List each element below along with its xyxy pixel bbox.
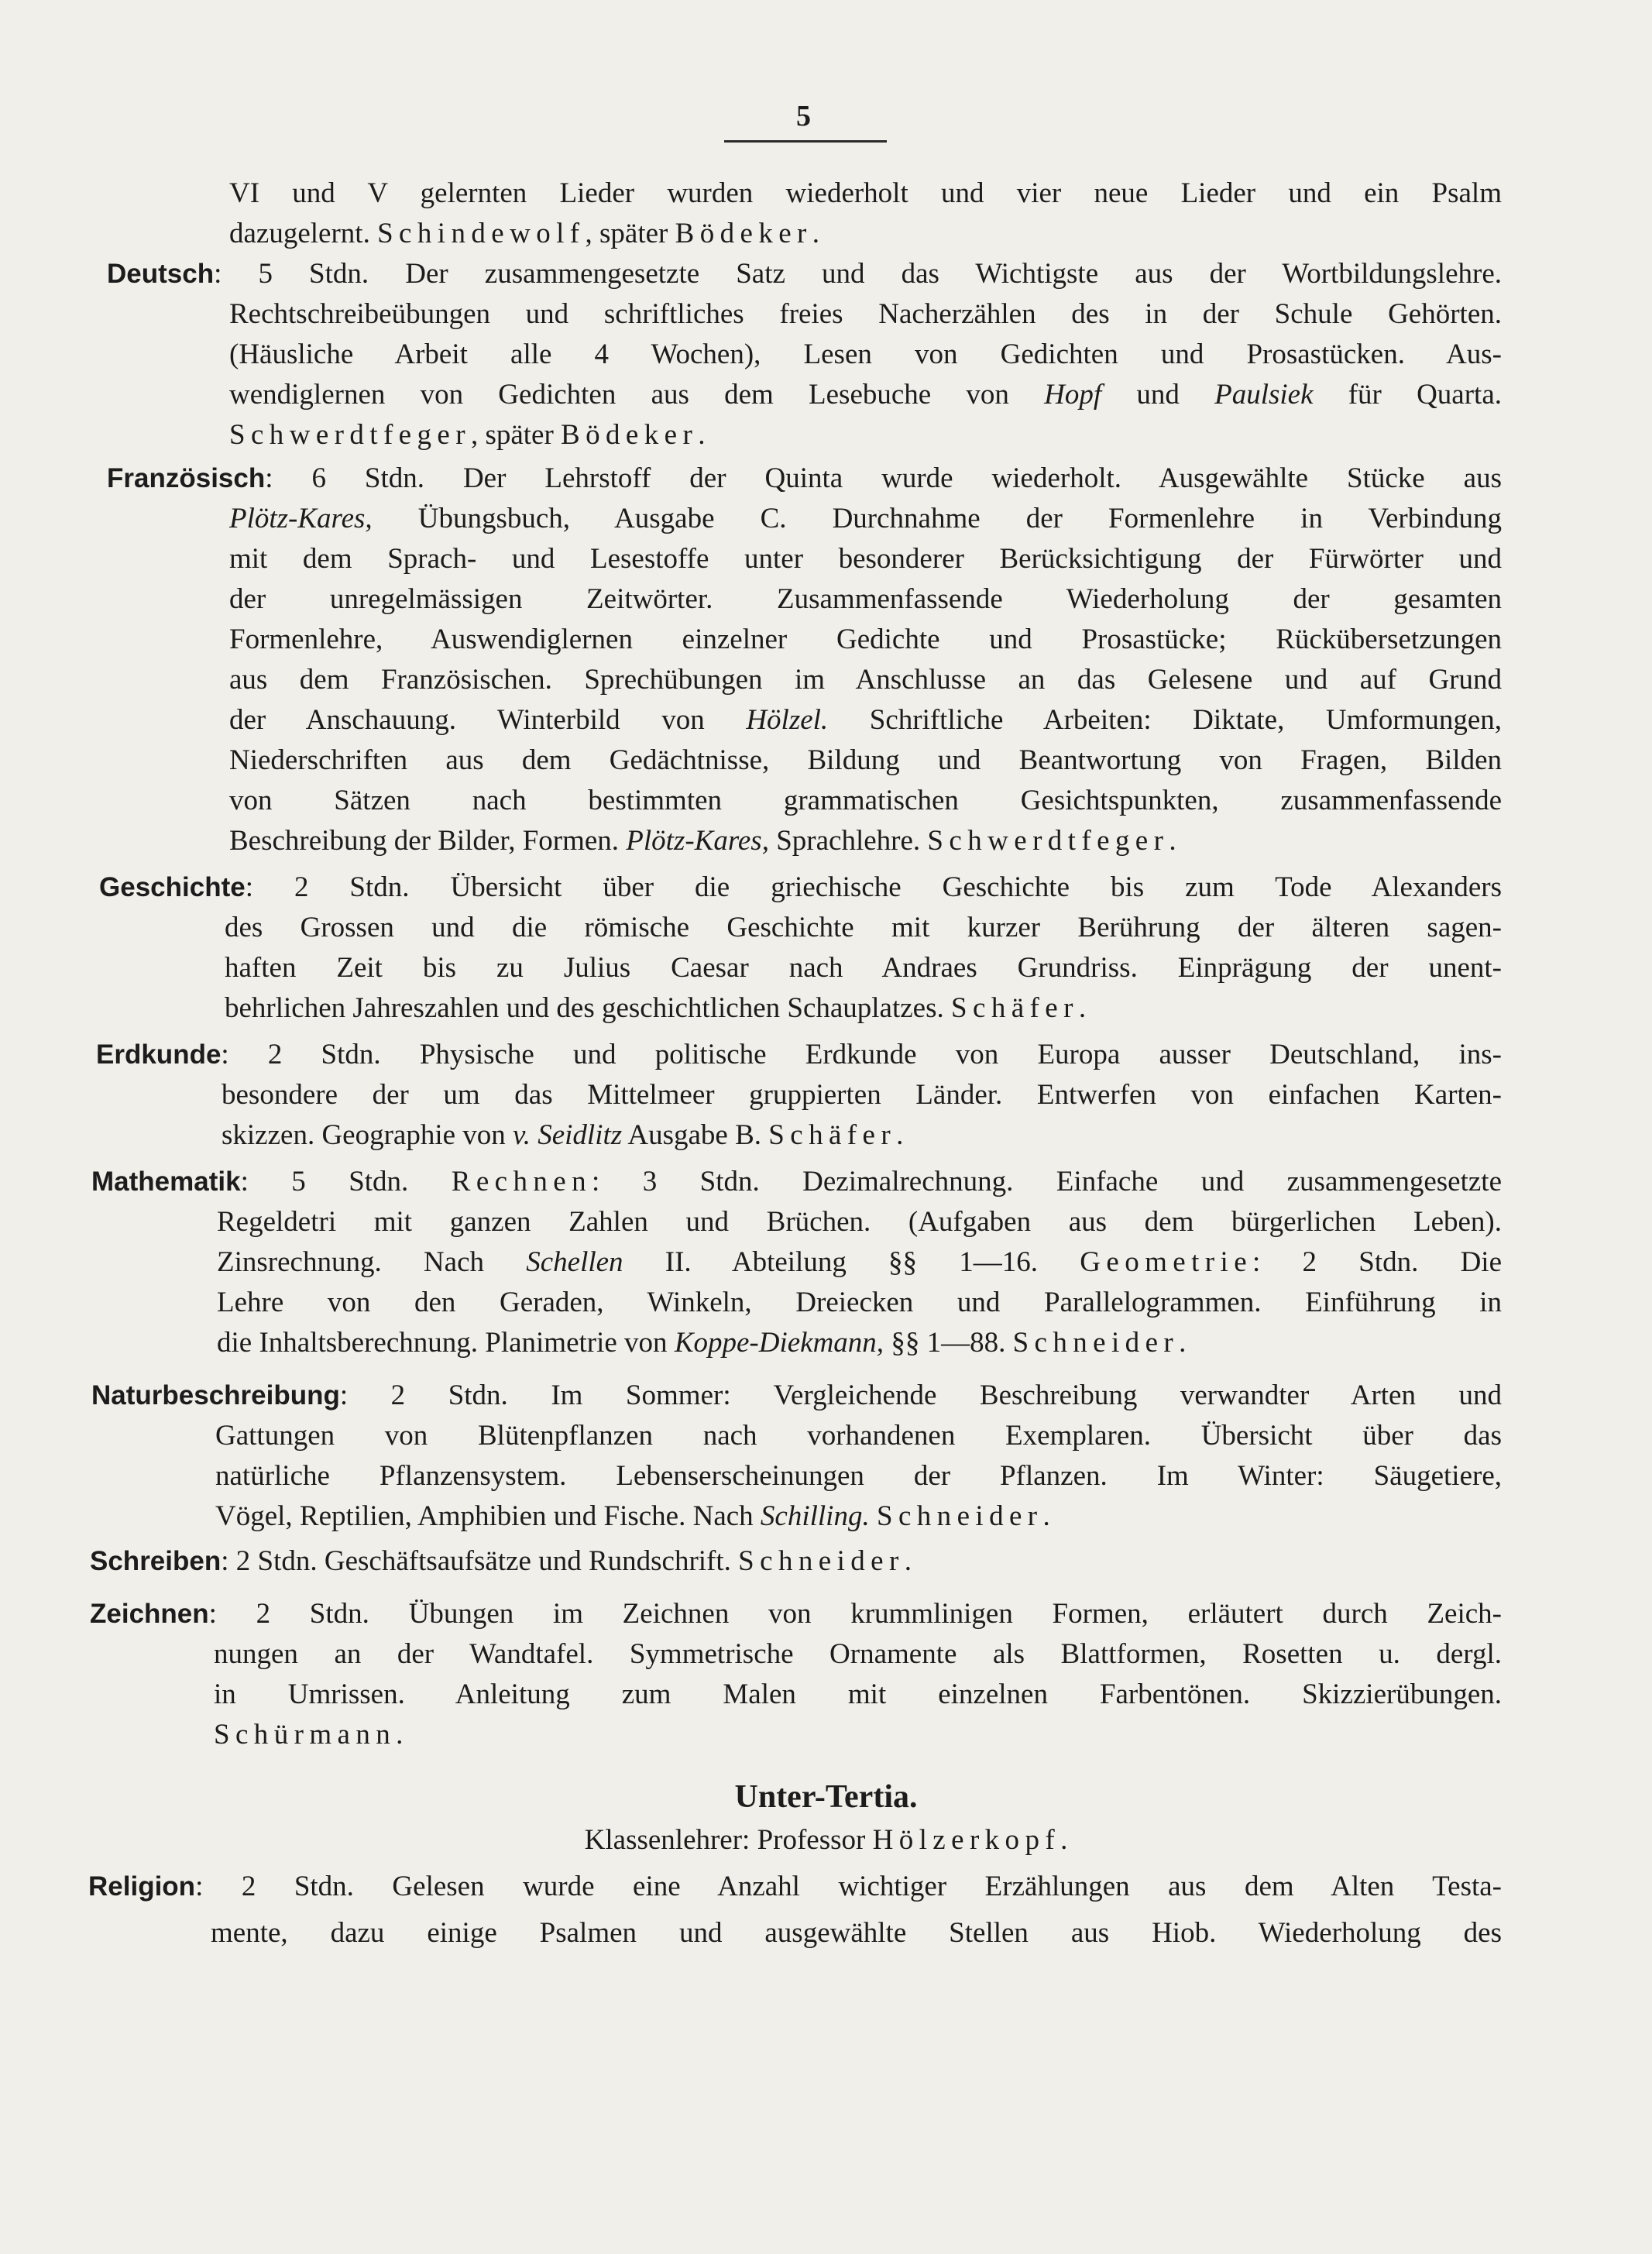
text-line: des Grossen und die römische Geschichte mit kurzer Berührung der älteren sagen- bbox=[225, 912, 1502, 943]
text-line: mit dem Sprach- und Lesestoffe unter besonderer Berücksichtigung der Fürwörter und bbox=[229, 543, 1502, 575]
subject-entry-naturbeschreibung: Naturbeschreibung: 2 Stdn. Im Sommer: Vergleichende Beschreibung verwandter Arten und bbox=[91, 1380, 1502, 1411]
teacher-name: Hölzerkopf bbox=[872, 1824, 1061, 1856]
text-line: skizzen. Geographie von v. Seidlitz Ausgabe B. Schäfer. bbox=[222, 1119, 904, 1151]
text-line: Vögel, Reptilien, Amphibien und Fische. Nach Schilling. Schneider. bbox=[215, 1500, 1050, 1532]
subject-label: Religion bbox=[88, 1871, 196, 1902]
text-line: Regeldetri mit ganzen Zahlen und Brüchen. (Aufgaben aus dem bürgerlichen Leben). bbox=[217, 1206, 1502, 1238]
subject-label: Geschichte bbox=[99, 872, 246, 902]
teacher-name: Schneider bbox=[876, 1500, 1043, 1532]
subject-label: Deutsch bbox=[107, 259, 215, 289]
section-heading: Unter-Tertia. bbox=[734, 1779, 918, 1815]
text-line: wendiglernen von Gedichten aus dem Lesebuche von Hopf und Paulsiek für Quarta. bbox=[229, 379, 1502, 411]
text-line: Beschreibung der Bilder, Formen. Plötz-Kares, Sprachlehre. Schwerdtfeger. bbox=[229, 825, 1176, 857]
teacher-name: Bödeker bbox=[675, 218, 812, 249]
subject-entry-schreiben: Schreiben: 2 Stdn. Geschäftsaufsätze und Rundschrift. Schneider. bbox=[90, 1545, 912, 1577]
text-line: in Umrissen. Anleitung zum Malen mit einzelnen Farbentönen. Skizzierübungen. bbox=[214, 1678, 1502, 1710]
text-line: Zinsrechnung. Nach Schellen II. Abteilung §§ 1—16. Geometrie: 2 Stdn. Die bbox=[217, 1246, 1503, 1278]
text-line: der unregelmässigen Zeitwörter. Zusammenfassende Wiederholung der gesamten bbox=[229, 583, 1502, 615]
text-line: Formenlehre, Auswendiglernen einzelner Gedichte und Prosastücke; Rückübersetzungen bbox=[229, 624, 1502, 655]
teacher-name: Schäfer bbox=[768, 1119, 897, 1151]
text-line: Schwerdtfeger, später Bödeker. bbox=[229, 419, 706, 451]
subject-entry-religion: Religion: 2 Stdn. Gelesen wurde eine Anzahl wichtiger Erzählungen aus dem Alten Testa- bbox=[88, 1871, 1502, 1902]
text-line: Plötz-Kares, Übungsbuch, Ausgabe C. Durchnahme der Formenlehre in Verbindung bbox=[229, 503, 1502, 534]
text-line: haften Zeit bis zu Julius Caesar nach Andraes Grundriss. Einprägung der unent- bbox=[225, 952, 1502, 984]
text-line: Rechtschreibeübungen und schriftliches freies Nacherzählen des in der Schule Gehörten. bbox=[229, 298, 1502, 330]
subject-label: Erdkunde bbox=[96, 1039, 222, 1070]
page-number-rule bbox=[724, 140, 887, 143]
text-line: nungen an der Wandtafel. Symmetrische Ornamente als Blattformen, Rosetten u. dergl. bbox=[214, 1638, 1502, 1670]
subject-label: Französisch bbox=[107, 463, 266, 493]
teacher-name: Schäfer bbox=[951, 992, 1079, 1024]
text-line: mente, dazu einige Psalmen und ausgewählte Stellen aus Hiob. Wiederholung des bbox=[211, 1917, 1502, 1949]
subject-label: Naturbeschreibung bbox=[91, 1380, 340, 1410]
class-teacher-line: Klassenlehrer: Professor Hölzerkopf. bbox=[584, 1824, 1068, 1856]
subject-label: Mathematik bbox=[91, 1167, 241, 1197]
text-line: besondere der um das Mittelmeer gruppierten Länder. Entwerfen von einfachen Karten- bbox=[222, 1079, 1502, 1111]
text-line: Schürmann. bbox=[214, 1719, 404, 1751]
subject-entry-mathematik: Mathematik: 5 Stdn. Rechnen: 3 Stdn. Dezimalrechnung. Einfache und zusammengesetzte bbox=[91, 1166, 1502, 1197]
subject-label: Schreiben bbox=[90, 1546, 222, 1576]
text-line: von Sätzen nach bestimmten grammatischen Gesichtspunkten, zusammenfassende bbox=[229, 785, 1502, 816]
subject-entry-erdkunde: Erdkunde: 2 Stdn. Physische und politische Erdkunde von Europa ausser Deutschland, ins- bbox=[96, 1039, 1502, 1070]
text-line: die Inhaltsberechnung. Planimetrie von Koppe-Diekmann, §§ 1—88. Schneider. bbox=[217, 1327, 1187, 1359]
text-line: Niederschriften aus dem Gedächtnisse, Bildung und Beantwortung von Fragen, Bilden bbox=[229, 744, 1502, 776]
teacher-name: Schwerdtfeger bbox=[229, 419, 471, 451]
text-line: behrlichen Jahreszahlen und des geschichtlichen Schauplatzes. Schäfer. bbox=[225, 992, 1087, 1024]
subject-label: Zeichnen bbox=[90, 1599, 209, 1629]
page-number: 5 bbox=[796, 100, 811, 132]
subject-entry-franzoesisch: Französisch: 6 Stdn. Der Lehrstoff der Quinta wurde wiederholt. Ausgewählte Stücke aus bbox=[107, 462, 1502, 494]
text-line: (Häusliche Arbeit alle 4 Wochen), Lesen von Gedichten und Prosastücken. Aus- bbox=[229, 338, 1502, 370]
text-line: dazugelernt. Schindewolf, später Bödeker. bbox=[229, 218, 820, 249]
text-line: aus dem Französischen. Sprechübungen im Anschlusse an das Gelesene und auf Grund bbox=[229, 664, 1502, 696]
teacher-name: Schneider bbox=[1012, 1327, 1180, 1359]
subject-entry-geschichte: Geschichte: 2 Stdn. Übersicht über die griechische Geschichte bis zum Tode Alexanders bbox=[99, 871, 1502, 903]
teacher-name: Schindewolf bbox=[377, 218, 586, 249]
text-line: der Anschauung. Winterbild von Hölzel. Schriftliche Arbeiten: Diktate, Umformungen, bbox=[229, 704, 1502, 736]
text-line: natürliche Pflanzensystem. Lebenserscheinungen der Pflanzen. Im Winter: Säugetiere, bbox=[215, 1460, 1502, 1492]
teacher-name: Schürmann bbox=[214, 1719, 397, 1751]
text-line: Gattungen von Blütenpflanzen nach vorhandenen Exemplaren. Übersicht über das bbox=[215, 1420, 1502, 1452]
subject-entry-deutsch: Deutsch: 5 Stdn. Der zusammengesetzte Satz und das Wichtigste aus der Wortbildungslehre. bbox=[107, 258, 1502, 290]
text-line: VI und V gelernten Lieder wurden wiederholt und vier neue Lieder und ein Psalm bbox=[229, 177, 1502, 209]
text-line: Lehre von den Geraden, Winkeln, Dreiecken und Parallelogrammen. Einführung in bbox=[217, 1287, 1502, 1318]
teacher-name: Schneider bbox=[738, 1545, 905, 1577]
teacher-name: Schwerdtfeger bbox=[927, 825, 1169, 857]
subject-entry-zeichnen: Zeichnen: 2 Stdn. Übungen im Zeichnen von krummlinigen Formen, erläutert durch Zeich- bbox=[90, 1598, 1502, 1630]
teacher-name: Bödeker bbox=[561, 419, 699, 451]
